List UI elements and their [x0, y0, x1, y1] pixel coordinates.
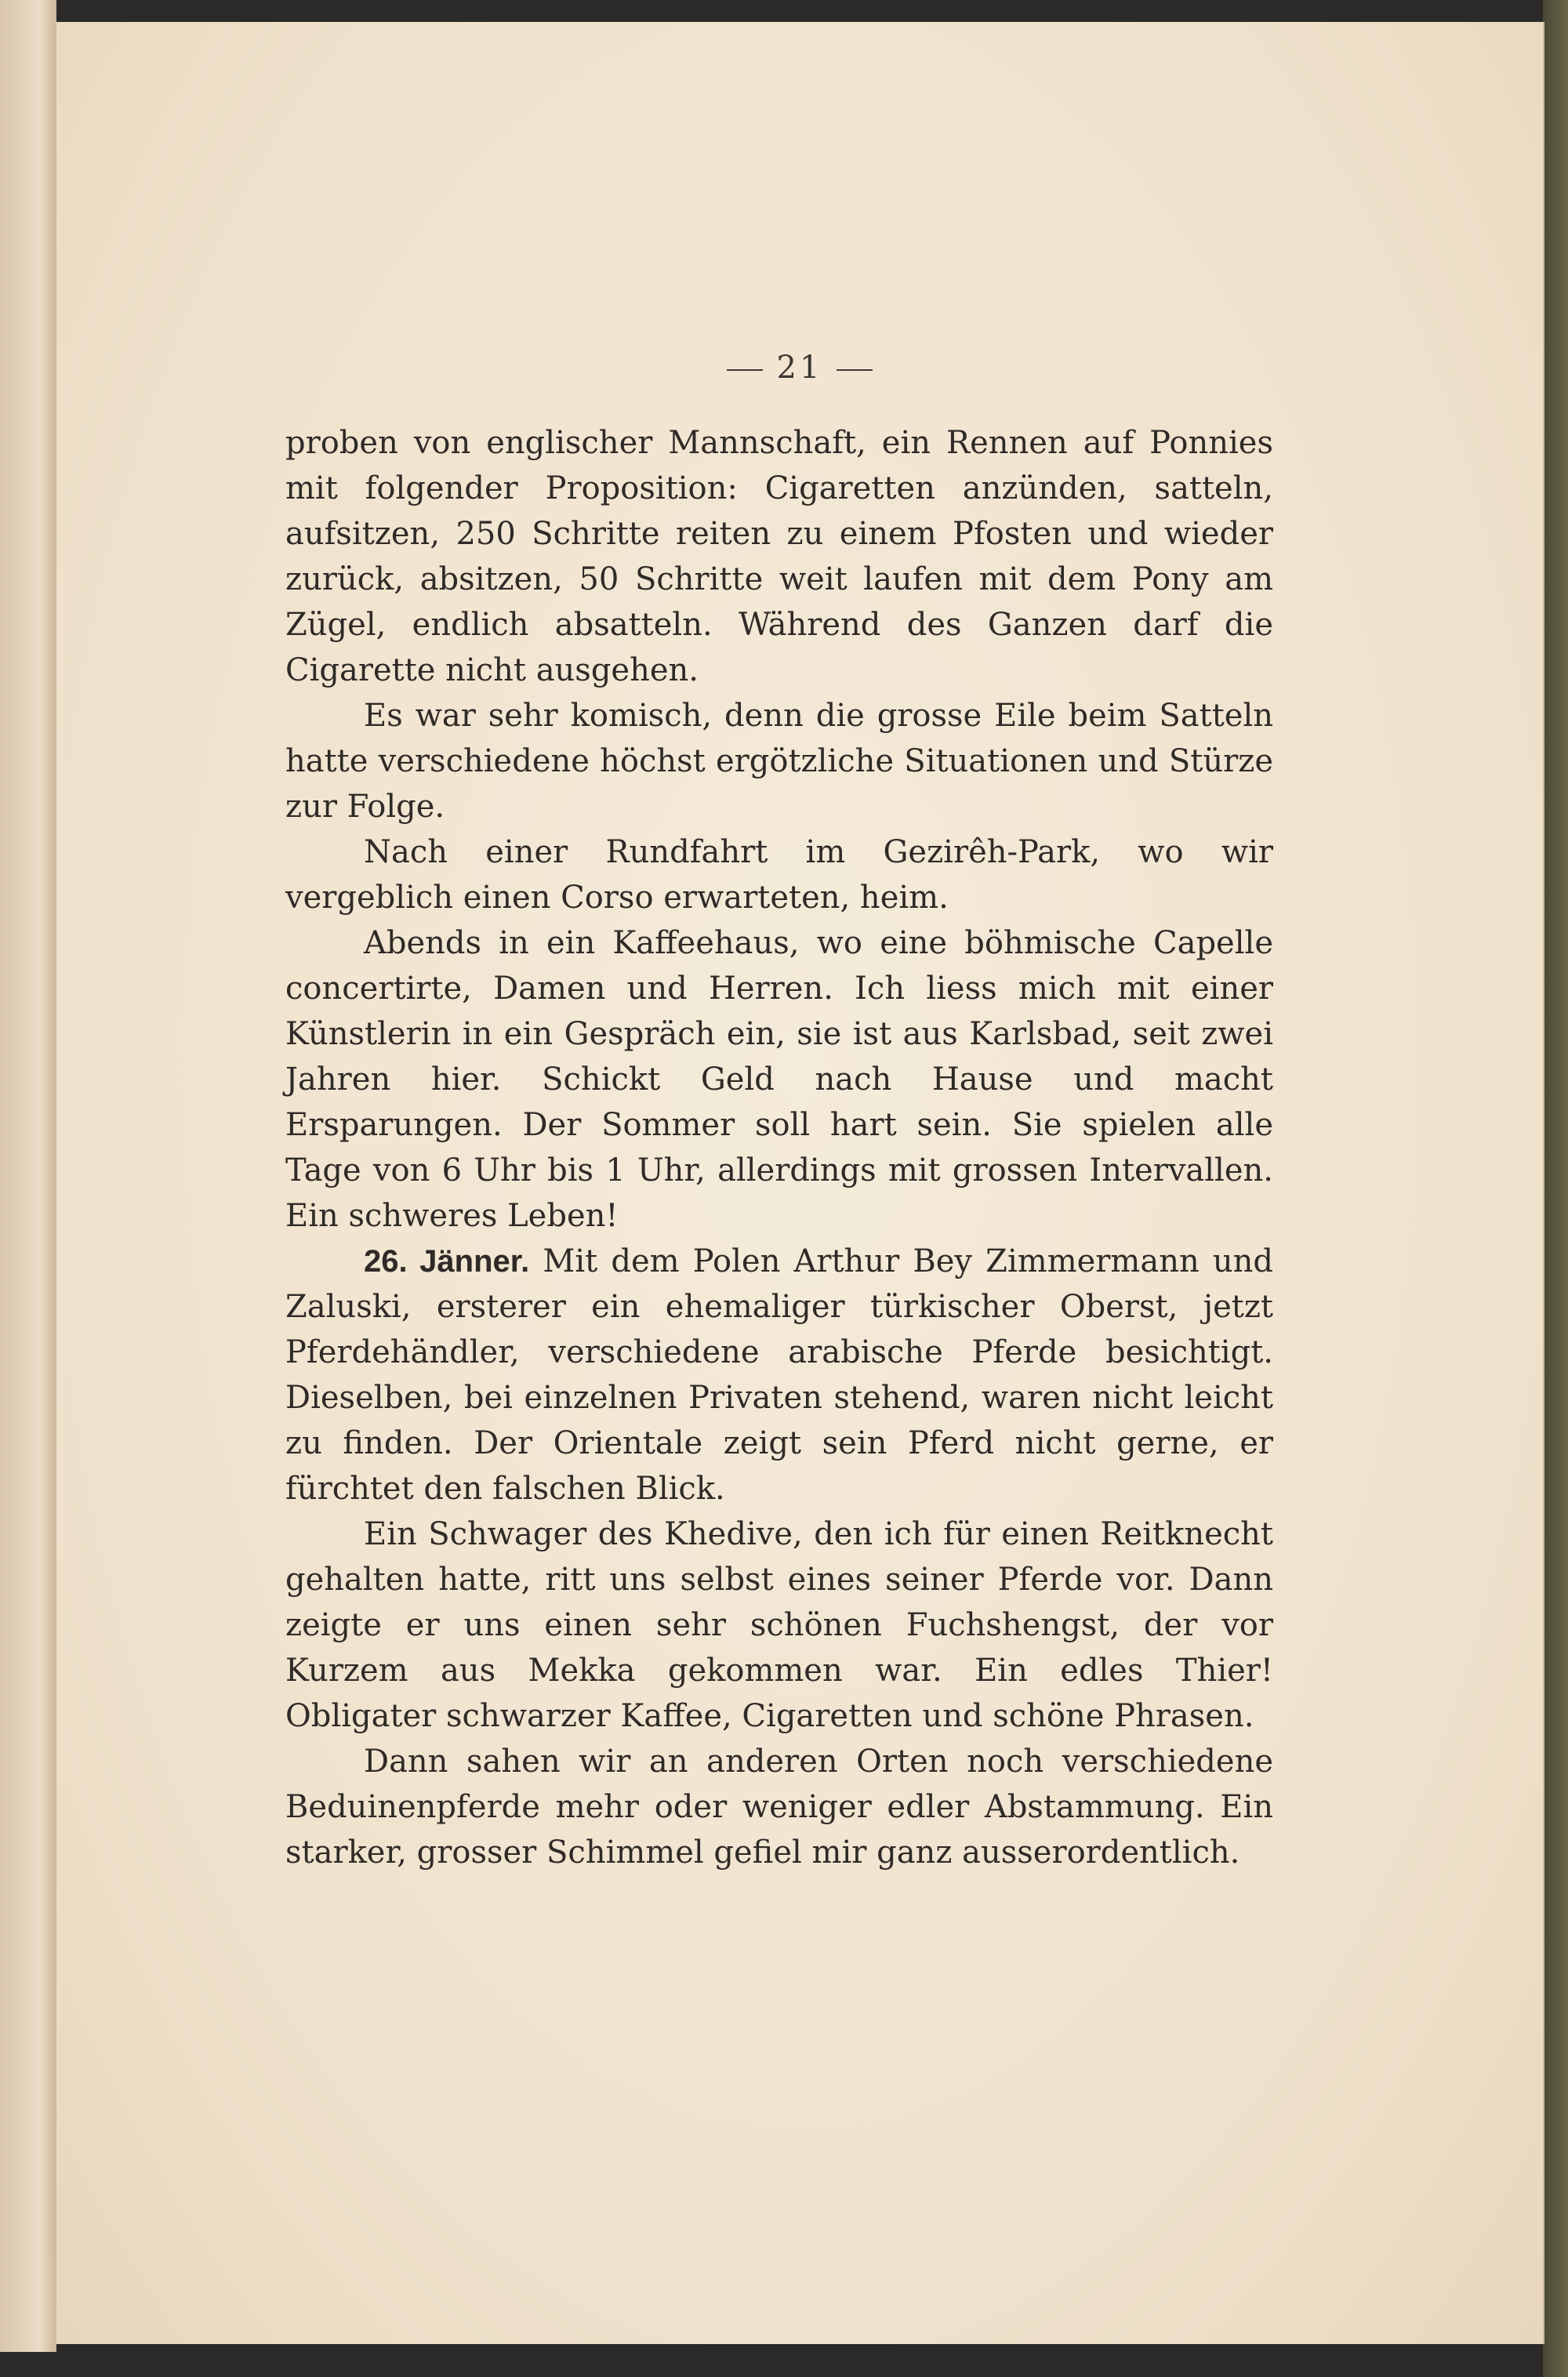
page-number — [56, 350, 1543, 386]
dash-right-icon — [837, 369, 873, 371]
entry-date: 26. Jänner. — [364, 1244, 530, 1279]
paragraph-7: Dann sahen wir an anderen Orten noch verschiedene Beduinenpferde mehr oder weniger edler Abstammung. Ein starker, grosser Schimmel gefiel mir ganz ausserordentlich. — [285, 1744, 1273, 1871]
entry-text: Mit dem Polen Arthur Bey Zimmermann und Zaluski, ersterer ein ehemaliger türkischer Oberst, jetzt Pferdehändler, verschiedene arabische Pferde besichtigt. Dieselben, bei einzelnen Privaten stehend, waren nicht leicht zu finden. Der Orientale zeigt sein Pferd nicht gerne, er fürchtet den falschen Blick. — [285, 1243, 1273, 1507]
left-page-edge — [0, 0, 56, 2352]
book-page — [56, 22, 1544, 2344]
body-text — [285, 420, 1273, 1875]
paragraph-3: Nach einer Rundfahrt im Gezirêh-Park, wo wir vergeblich einen Corso erwarteten, heim. — [285, 834, 1273, 916]
dated-entry-paragraph — [285, 1239, 1273, 1511]
paragraph-4: Abends in ein Kaffeehaus, wo eine böhmische Capelle concertirte, Damen und Herren. Ich liess mich mit einer Künstlerin in ein Gespräch ein, sie ist aus Karlsbad, seit zwei Jahren hier. Schickt Geld nach Hause und macht Ersparungen. Der Sommer soll hart sein. Sie spielen alle Tage von 6 Uhr bis 1 Uhr, allerdings mit grossen Intervallen. Ein schweres Leben! — [285, 925, 1273, 1234]
paragraph-1: proben von englischer Mannschaft, ein Rennen auf Ponnies mit folgender Proposition: Cigaretten anzünden, satteln, aufsitzen, 250 Schritte reiten zu einem Pfosten und wieder zurück, absitzen, 50 Schritte weit laufen mit dem Pony am Zügel, endlich absatteln. Während des Ganzen darf die Cigarette nicht ausgehen. — [285, 425, 1273, 688]
paragraph-2: Es war sehr komisch, denn die grosse Eile beim Satteln hatte verschiedene höchst ergötzliche Situationen und Stürze zur Folge. — [285, 698, 1273, 825]
page-number-value: 21 — [776, 350, 823, 386]
book-cover-edge — [1543, 0, 1568, 2377]
dash-left-icon — [727, 369, 763, 371]
paragraph-6: Ein Schwager des Khedive, den ich für einen Reitknecht gehalten hatte, ritt uns selbst eines seiner Pferde vor. Dann zeigte er uns einen sehr schönen Fuchshengst, der vor Kurzem aus Mekka gekommen war. Ein edles Thier! Obligater schwarzer Kaffee, Cigaretten und schöne Phrasen. — [285, 1516, 1273, 1734]
